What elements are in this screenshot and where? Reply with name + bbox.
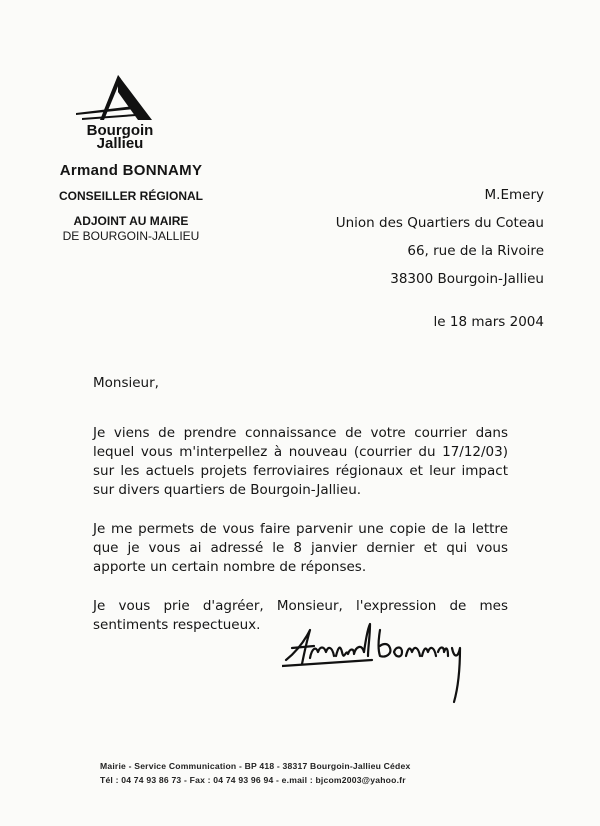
- logo-wordmark: [78, 124, 162, 150]
- logo-line-2: Jallieu: [96, 135, 144, 152]
- sender-city: DE BOURGOIN-JALLIEU: [62, 229, 200, 243]
- recipient-city: 38300 Bourgoin-Jallieu: [390, 271, 544, 287]
- recipient-street: 66, rue de la Rivoire: [407, 243, 544, 259]
- body-paragraph-2: Je me permets de vous faire parvenir une copie de la lettre que je vous ai adressé le 8 janvier dernier et qui vous apporte un certain nombre de réponses.: [93, 521, 508, 575]
- footer-contact: Tél : 04 74 93 86 73 - Fax : 04 74 93 96 94 - e.mail : bjcom2003@yahoo.fr: [100, 775, 406, 785]
- letter-date: le 18 mars 2004: [433, 314, 544, 330]
- sender-role-secondary: ADJOINT AU MAIRE: [73, 214, 189, 228]
- sender-block: [36, 162, 226, 243]
- recipient-name: M.Emery: [484, 187, 544, 203]
- salutation: Monsieur,: [93, 375, 159, 391]
- sender-name: Armand BONNAMY: [59, 162, 203, 179]
- body-paragraph-1: Je viens de prendre connaissance de votre courrier dans lequel vous m'interpellez à nouveau (courrier du 17/12/03) sur les actuels projets ferroviaires régionaux et leur impact sur divers quartiers de Bourgoin-Jallieu.: [93, 425, 508, 498]
- sender-role: CONSEILLER RÉGIONAL: [58, 189, 203, 203]
- handwritten-signature: [282, 618, 478, 710]
- letter-footer: [100, 759, 520, 787]
- recipient-address: [244, 181, 544, 293]
- logo-line-1: Bourgoin: [86, 122, 154, 139]
- footer-address: Mairie - Service Communication - BP 418 - 38317 Bourgoin-Jallieu Cédex: [100, 761, 411, 771]
- letter-body: [93, 374, 508, 655]
- body-paragraph-3: Je vous prie d'agréer, Monsieur, l'expression de mes sentiments respectueux.: [93, 598, 508, 633]
- bourgoin-jallieu-logo-icon: [74, 74, 156, 124]
- recipient-organization: Union des Quartiers du Coteau: [335, 215, 544, 231]
